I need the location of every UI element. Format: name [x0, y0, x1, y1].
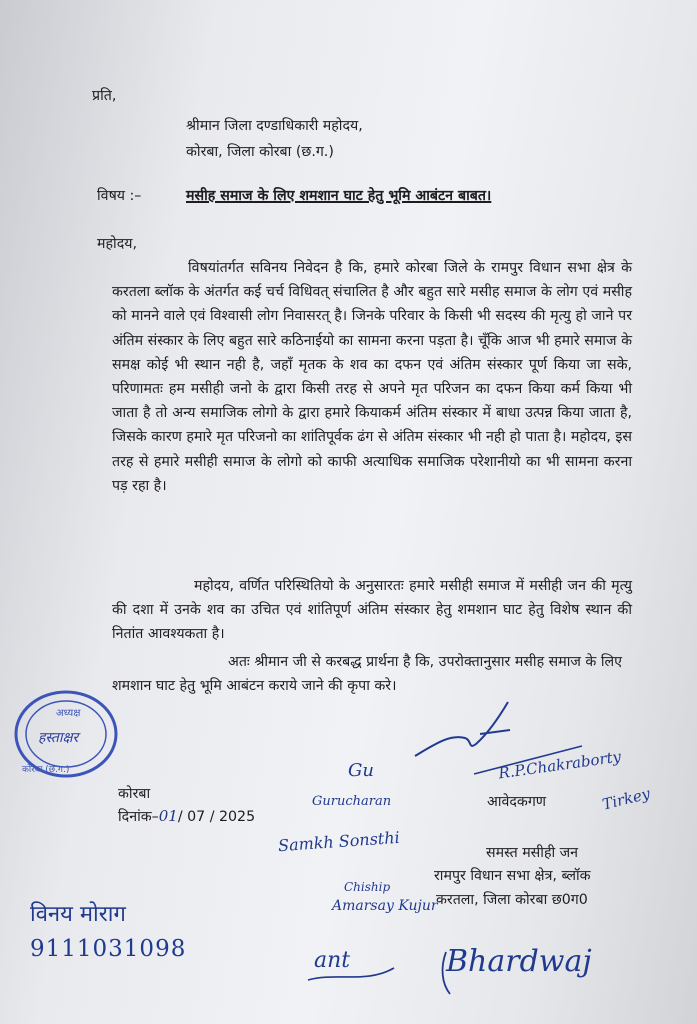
place: कोरबा	[118, 786, 151, 802]
body-paragraph-1-text: विषयांतर्गत सविनय निवेदन है कि, हमारे कोरबा जिले के रामपुर विधान सभा क्षेत्र के करतला ब्लॉक के अंतर्गत कई चर्च विधिवत् संचालित है और बहुत सारे मसीह समाज के लोग एवं मसीह को मानने वाले एवं विश्वासी लोग निवासरत् है। जिनके परिवार के किसी भी सदस्य की मृत्यु हो जाने पर अंतिम संस्कार के लिए बहुत सारे कठिनाईयो का सामना करना पड़ता है। चूँकि आज भी हमारे समाज के समक्ष कोई भी स्थान नही है, जहाँ मृतक के शव का दफन एवं अंतिम संस्कार पूर्ण किया जा सके, परिणामतः हम मसीही जनो के द्वारा किसी तरह से अपने मृत परिजन का दफन किया कर्म किया भी जाता है तो अन्य समाजिक लोगो के द्वारा हमारे कियाकर्म अंतिम संस्कार में बाधा उत्पन्न किया जाता है, जिसके कारण हमारे मृत परिजनो का शांतिपूर्वक ढंग से अंतिम संस्कार भी नही हो पाता है। महोदय, इस तरह से हमारे मसीही समाज के लोगो को काफी अत्याधिक समाजिक परेशानीयो का भी सामना करना पड़ रहा है।	[112, 260, 632, 494]
signature-sanjay: Samkh Sonsthi	[277, 827, 401, 856]
recipient-line-1: श्रीमान जिला दण्डाधिकारी महोदय,	[186, 118, 363, 134]
date-day: 01	[158, 807, 178, 825]
body-paragraph-3	[112, 650, 622, 698]
subject-text: मसीह समाज के लिए शमशान घाट हेतु भूमि आबंटन बाबत।	[186, 188, 492, 204]
signature-gurucharan-initials: Gu	[348, 760, 374, 781]
signature-bhardwaj: Bhardwaj	[446, 944, 592, 979]
signature-lower-left-underline	[306, 962, 396, 986]
stamp-text-middle: हस्ताक्षर	[38, 730, 79, 746]
signature-lower-left: ant	[314, 948, 351, 973]
applicants-label: आवेदकगण	[487, 794, 547, 810]
signature-bhardwaj-flourish	[438, 948, 478, 998]
signature-chakraborty: R.P.Chakraborty	[497, 747, 623, 783]
sender-line-1: समस्त मसीही जन	[486, 845, 579, 861]
signature-amarsay: Amarsay Kujur	[332, 898, 438, 914]
recipient-line-2: कोरबा, जिला कोरबा (छ.ग.)	[186, 144, 334, 160]
seal-stamp	[8, 686, 120, 782]
body-paragraph-2-text: महोदय, वर्णित परिस्थितियो के अनुसारतः हमारे मसीही समाज में मसीही जन की मृत्यु की दशा में उनके शव का उचित एवं शांतिपूर्ण अंतिम संस्कार हेतु शमशान घाट हेतु विशेष स्थान की नितांत आवश्यकता है।	[112, 578, 632, 643]
stamp-text-bottom: कोरबा (छ.ग.)	[22, 765, 70, 775]
body-paragraph-1	[112, 256, 632, 498]
signature-gurucharan: Gurucharan	[312, 794, 392, 809]
date-label: दिनांक–	[118, 809, 159, 825]
subject-label: विषय :–	[97, 188, 142, 204]
body-paragraph-3-text: अतः श्रीमान जी से करबद्ध प्रार्थना है कि, उपरोक्तानुसार मसीह समाज के लिए शमशान घाट हेतु भूमि आबंटन कराये जाने की कृपा करे।	[112, 654, 622, 695]
to-label: प्रति,	[92, 88, 117, 104]
signature-tirkey: Tirkey	[600, 784, 652, 814]
date-line	[118, 804, 255, 829]
body-paragraph-2	[112, 574, 632, 647]
salutation: महोदय,	[97, 236, 137, 252]
sender-line-2: रामपुर विधान सभा क्षेत्र, ब्लॉक	[434, 868, 591, 884]
handwritten-name: विनय मोराग	[30, 902, 126, 927]
stamp-text-top: अध्यक्ष	[56, 708, 81, 719]
signature-amarsay-top: Chiship	[344, 880, 391, 894]
sender-line-3: करतला, जिला कोरबा छ0ग0	[436, 892, 588, 908]
handwritten-phone: 9111031098	[30, 936, 187, 962]
date-rest: / 07 / 2025	[177, 809, 256, 825]
